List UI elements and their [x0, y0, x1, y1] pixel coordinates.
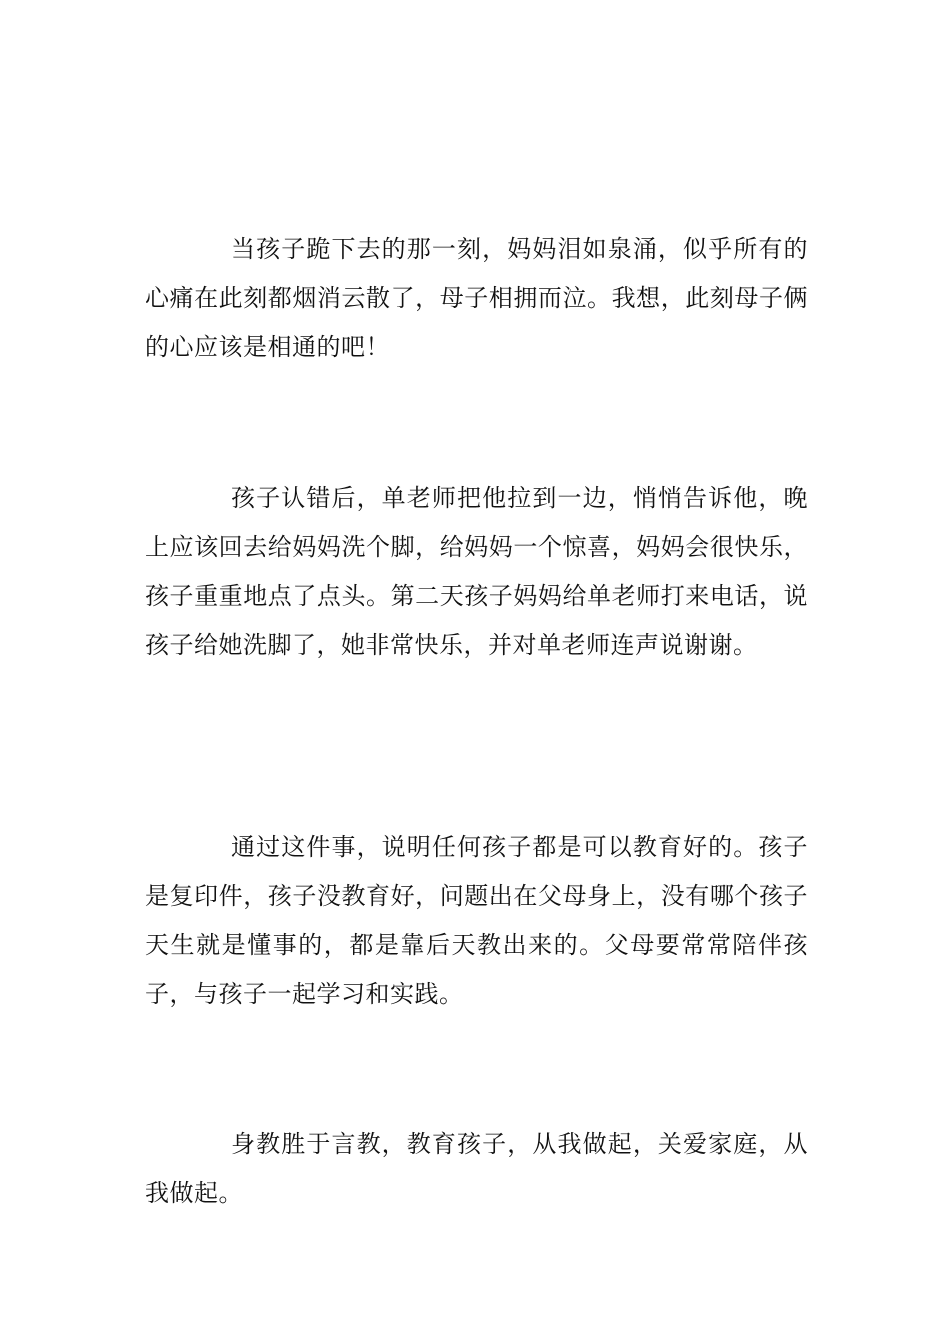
paragraph-1: 当孩子跪下去的那一刻，妈妈泪如泉涌，似乎所有的心痛在此刻都烟消云散了，母子相拥而泣。我想，此刻母子俩的心应该是相通的吧！	[145, 235, 808, 361]
paragraph-4: 身教胜于言教，教育孩子，从我做起，关爱家庭，从我做起。	[145, 1130, 808, 1207]
paragraph-2: 孩子认错后，单老师把他拉到一边，悄悄告诉他，晚上应该回去给妈妈洗个脚，给妈妈一个惊喜，妈妈会很快乐，孩子重重地点了点头。第二天孩子妈妈给单老师打来电话，说孩子给她洗脚了，她非常快乐，并对单老师连声说谢谢。	[145, 484, 808, 659]
paragraph-3: 通过这件事，说明任何孩子都是可以教育好的。孩子是复印件，孩子没教育好，问题出在父母身上，没有哪个孩子天生就是懂事的，都是靠后天教出来的。父母要常常陪伴孩子，与孩子一起学习和实践。	[145, 833, 808, 1008]
